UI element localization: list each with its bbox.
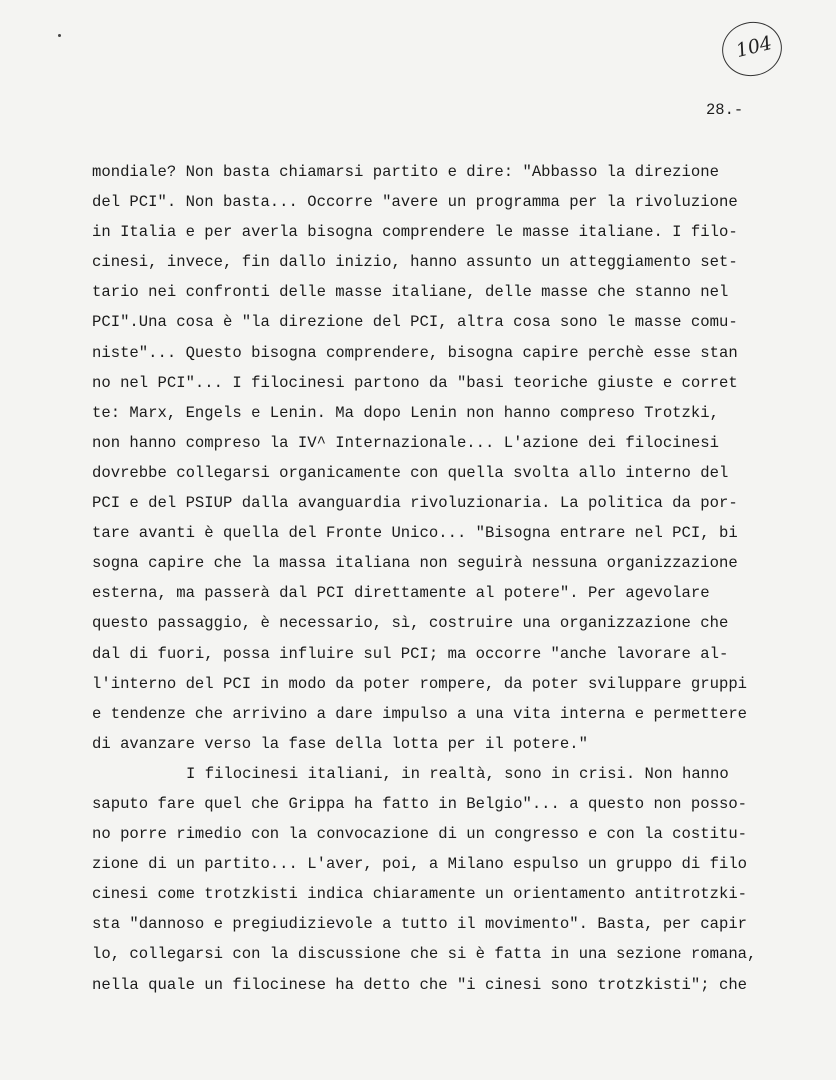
text-line-paragraph-start: I filocinesi italiani, in realtà, sono in crisi. Non hanno bbox=[186, 764, 729, 783]
page-number: 28.- bbox=[706, 101, 744, 119]
text-line: esterna, ma passerà dal PCI direttamente al potere". Per agevolare bbox=[92, 584, 710, 603]
typewritten-body bbox=[92, 157, 797, 1000]
text-line: tare avanti è quella del Fronte Unico... "Bisogna entrare nel PCI, bi bbox=[92, 524, 738, 543]
text-line: nella quale un filocinese ha detto che "i cinesi sono trotzkisti"; che bbox=[92, 975, 748, 994]
text-line: cinesi, invece, fin dallo inizio, hanno assunto un atteggiamento set- bbox=[92, 253, 738, 272]
text-line: non hanno compreso la IV^ Internazionale... L'azione dei filocinesi bbox=[92, 433, 719, 452]
text-line: cinesi come trotzkisti indica chiaramente un orientamento antitrotzki- bbox=[92, 885, 748, 904]
text-line: dovrebbe collegarsi organicamente con quella svolta allo interno del bbox=[92, 463, 729, 482]
text-line: dal di fuori, possa influire sul PCI; ma occorre "anche lavorare al- bbox=[92, 644, 729, 663]
archive-stamp-number: 104 bbox=[733, 31, 775, 63]
text-line: zione di un partito... L'aver, poi, a Milano espulso un gruppo di filo bbox=[92, 855, 748, 874]
text-line: tario nei confronti delle masse italiane, delle masse che stanno nel bbox=[92, 283, 729, 302]
text-line: no nel PCI"... I filocinesi partono da "basi teoriche giuste e corret bbox=[92, 373, 738, 392]
text-line: PCI".Una cosa è "la direzione del PCI, altra cosa sono le masse comu- bbox=[92, 313, 738, 332]
text-line: sta "dannoso e pregiudizievole a tutto il movimento". Basta, per capir bbox=[92, 915, 748, 934]
text-line: questo passaggio, è necessario, sì, costruire una organizzazione che bbox=[92, 614, 729, 633]
text-line: PCI e del PSIUP dalla avanguardia rivoluzionaria. La politica da por- bbox=[92, 494, 738, 513]
text-line: di avanzare verso la fase della lotta per il potere." bbox=[92, 734, 588, 753]
paper-speck bbox=[58, 34, 61, 37]
text-line: sogna capire che la massa italiana non seguirà nessuna organizzazione bbox=[92, 554, 738, 573]
text-line: no porre rimedio con la convocazione di un congresso e con la costitu- bbox=[92, 825, 748, 844]
text-line: in Italia e per averla bisogna comprendere le masse italiane. I filo- bbox=[92, 223, 738, 242]
text-line: e tendenze che arrivino a dare impulso a una vita interna e permettere bbox=[92, 704, 748, 723]
text-line: del PCI". Non basta... Occorre "avere un programma per la rivoluzione bbox=[92, 193, 738, 212]
text-line: lo, collegarsi con la discussione che si è fatta in una sezione romana, bbox=[92, 945, 757, 964]
text-line: niste"... Questo bisogna comprendere, bisogna capire perchè esse stan bbox=[92, 343, 738, 362]
text-line: mondiale? Non basta chiamarsi partito e dire: "Abbasso la direzione bbox=[92, 163, 719, 181]
text-line: te: Marx, Engels e Lenin. Ma dopo Lenin non hanno compreso Trotzki, bbox=[92, 403, 719, 422]
text-line: saputo fare quel che Grippa ha fatto in Belgio"... a questo non posso- bbox=[92, 794, 748, 813]
text-line: l'interno del PCI in modo da poter rompere, da poter sviluppare gruppi bbox=[92, 674, 748, 693]
